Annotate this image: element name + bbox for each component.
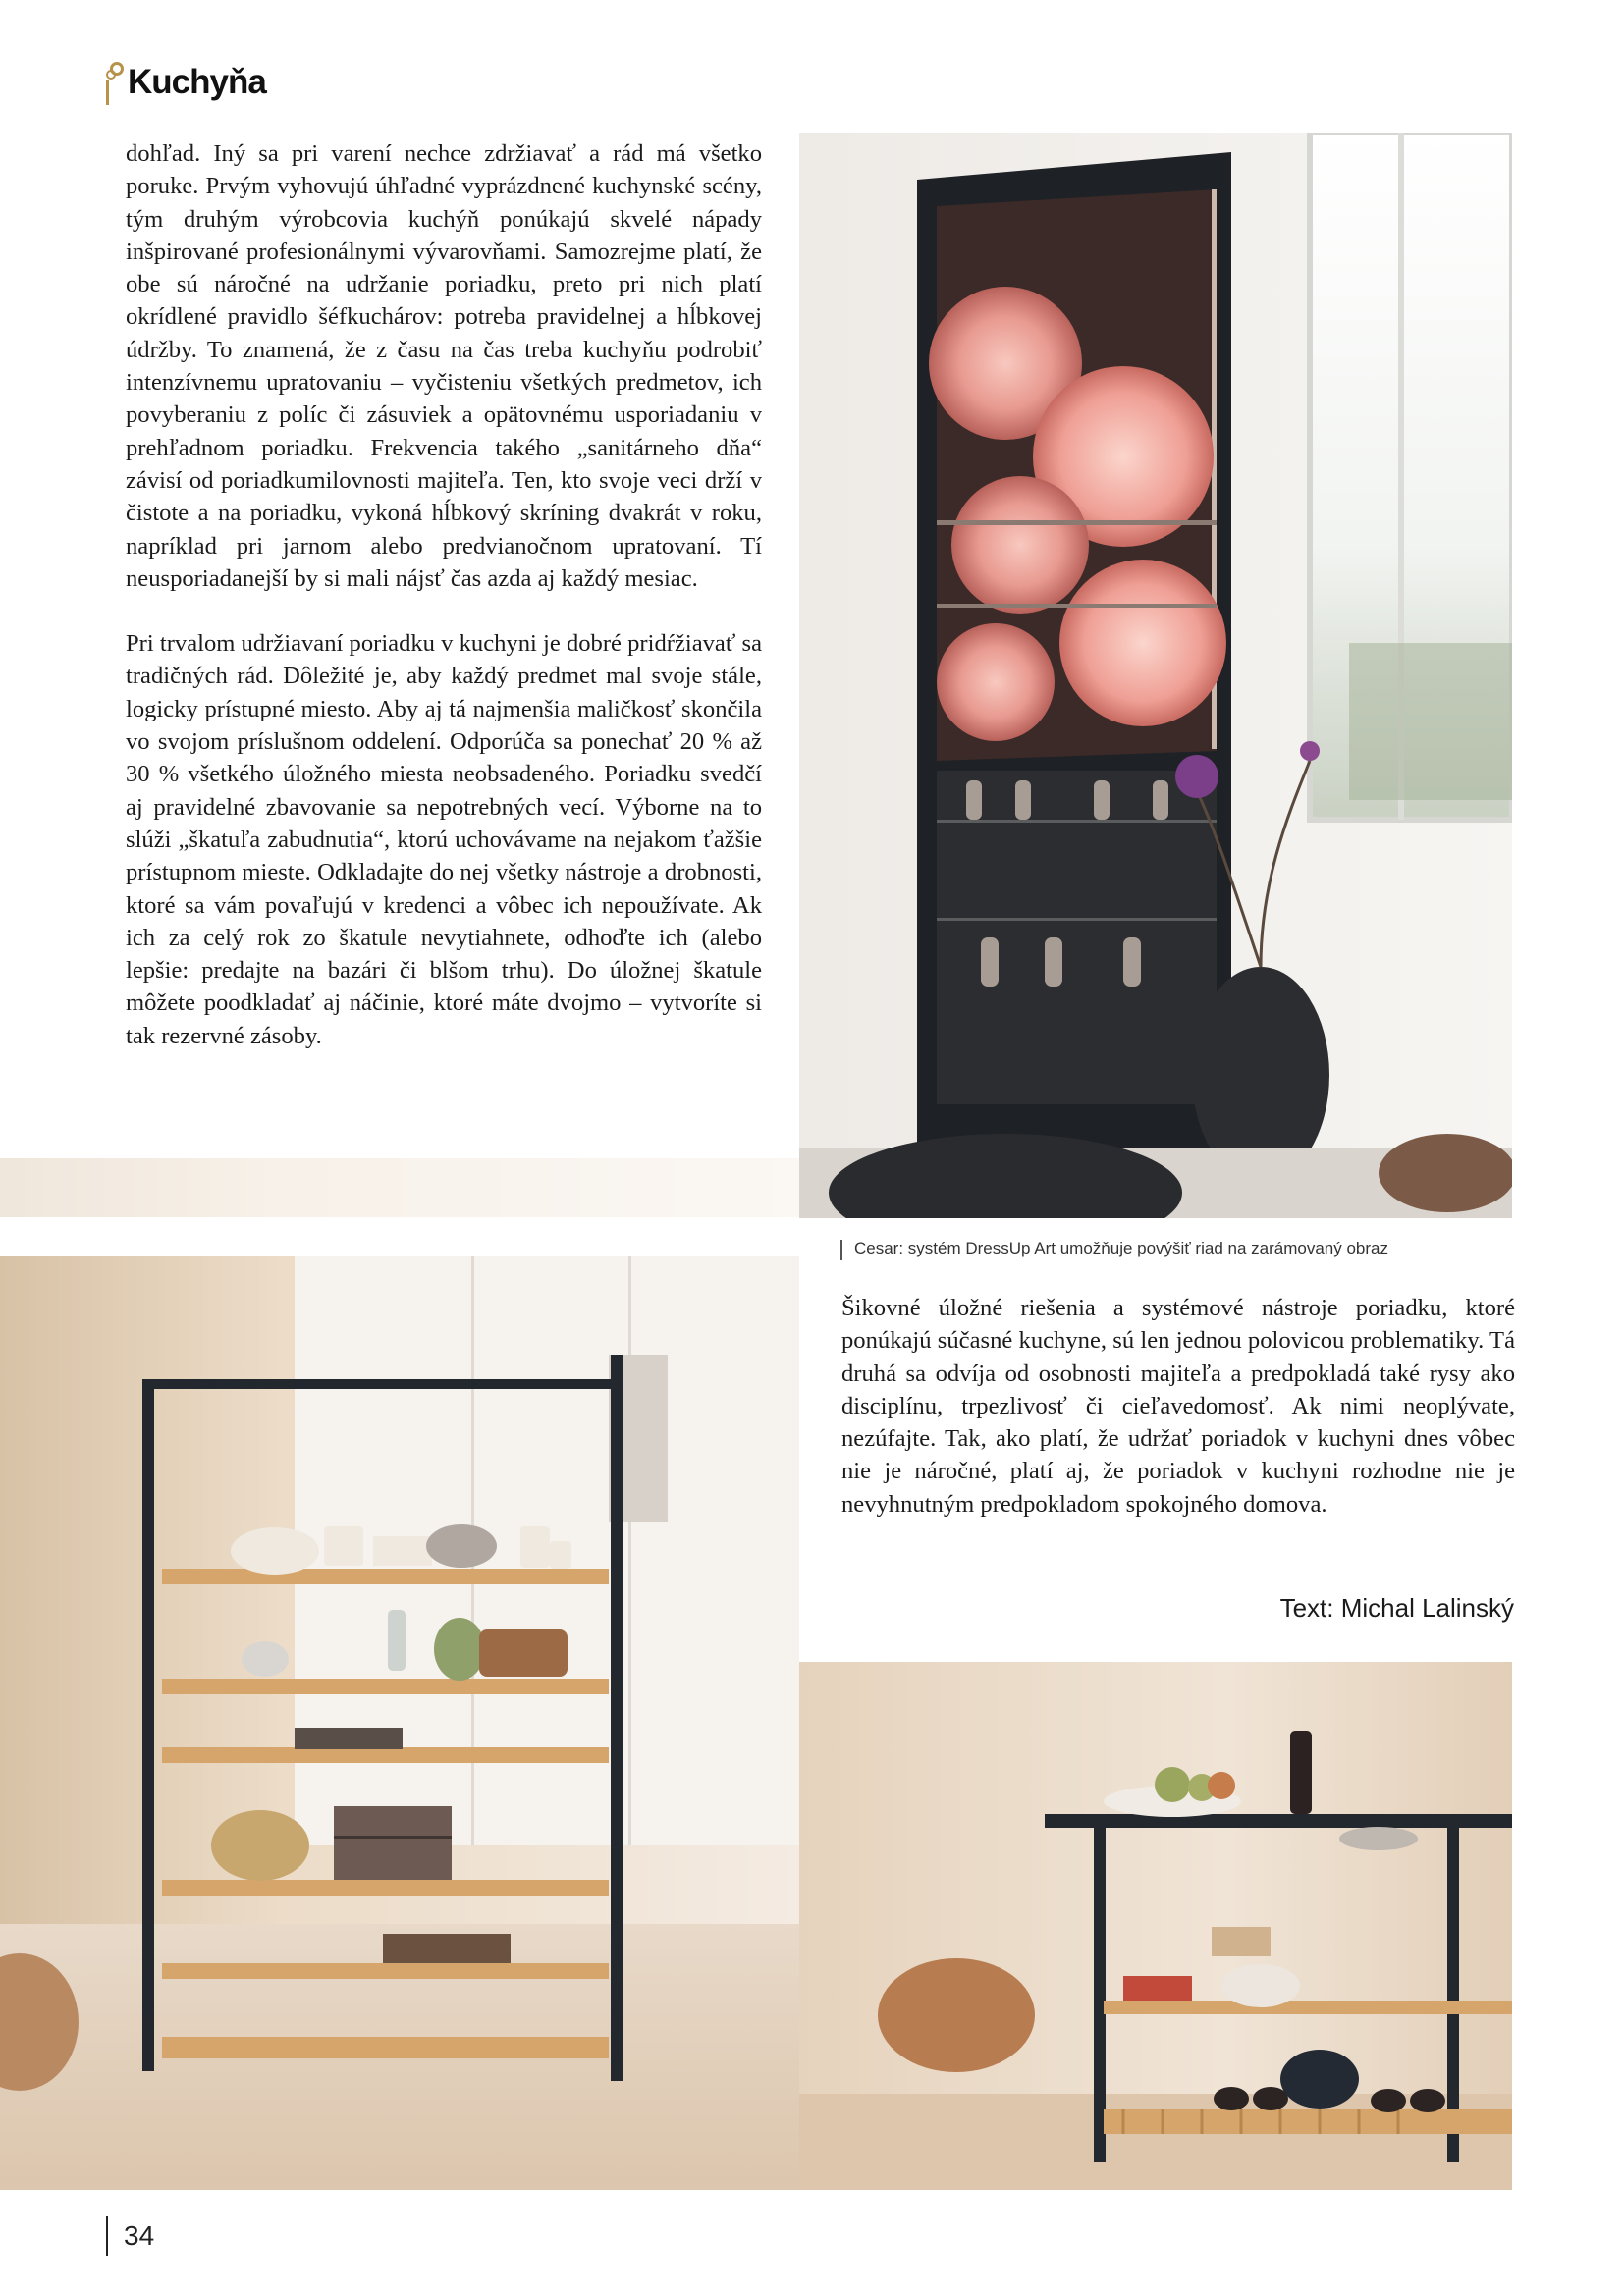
logo-text: Kuchyňa (128, 63, 266, 101)
paragraph: Pri trvalom udržiavaní poriadku v kuchyni je dobré pridŕžiavať sa tradičných rád. Dôležité je, aby každý predmet mal svoje stále, logicky prístupné miesto. Aby aj tá najmenšia maličkosť skončila vo svojom príslušnom oddelení. Odporúča sa ponechať 20 % až 30 % všetkého úložného miesta neobsadeného. Poriadku svedčí aj pravidelné zbavovanie sa nepotrebných vecí. Výborne na to slúži „škatuľa zabudnutia“, ktorú uchovávame na nejakom ťažšie prístupnom mieste. Odkladajte do nej všetky nástroje a drobnosti, ktoré sa vám povaľujú v kredenci a vôbec ich nepoužívate. Ak ich za celý rok zo škatule nevytiahnete, odhoďte ich (alebo lepšie: predajte na bazári či blšom trhu). Do úložnej škatule môžete poodkladať aj náčinie, ktoré máte dvojmo – vytvoríte si tak rezervné zásoby. (126, 630, 762, 1049)
caption-cesar: Cesar: systém DressUp Art umožňuje povýšiť riad na zarámovaný obraz (840, 1239, 1388, 1258)
photo-cesar-dressup-cabinet (799, 133, 1512, 1218)
paragraph: Šikovné úložné riešenia a systémové nástroje poriadku, ktoré ponúkajú súčasné kuchyne, sú len jednou polovicou problematiky. Tá druhá sa odvíja od osobnosti majiteľa a predpokladá také rysy ako disciplínu, trpezlivosť či cieľavedomosť. Ak nimi neoplývate, nezúfajte. Tak, ako platí, že udržať poriadok v kuchyni dnes vôbec nie je náročné, platí aj, že poriadok v kuchyni rozhodne nie je nevyhnutným predpokladom spokojného domova. (841, 1295, 1515, 1518)
photo-kitchen-island (799, 1662, 1512, 2190)
logo-mark-icon (104, 58, 126, 107)
photo-bulthaup-solitaire-shelf (0, 1158, 799, 2190)
paragraph: dohľad. Iný sa pri varení nechce zdržiavať a rád má všetko poruke. Prvým vyhovujú úhľadné vyprázdnené kuchynské scény, tým druhým výrobcovia kuchýň ponúkajú skvelé nápady inšpirované profesionálnymi vývarovňami. Samozrejme platí, že obe sú náročné na udržanie poriadku, preto pri nich platí okrídlené pravidlo šéfkuchárov: potreba pravidelnej a hĺbkovej údržby. To znamená, že z času na čas treba kuchyňu podrobiť intenzívnemu upratovaniu – vyčisteniu všetkých predmetov, ich povyberaniu z políc či zásuviek a opätovnému usporiadaniu v prehľadnom poriadku. Frekvencia takého „sanitárneho dňa“ závisí od poriadkumilovnosti majiteľa. Ten, kto svoje veci drží v čistote a na poriadku, vykoná hĺbkový skríning dvakrát v roku, napríklad pri jarnom alebo predvianočnom upratovaní. Tí neusporiadanejší by si mali nájsť čas azda aj každý mesiac. (126, 140, 762, 592)
author-credit: Text: Michal Lalinský (1279, 1593, 1514, 1623)
magazine-logo (104, 57, 266, 108)
article-right-column (841, 1292, 1515, 1521)
page-number: 34 (106, 2220, 154, 2252)
article-left-column (126, 137, 762, 1052)
